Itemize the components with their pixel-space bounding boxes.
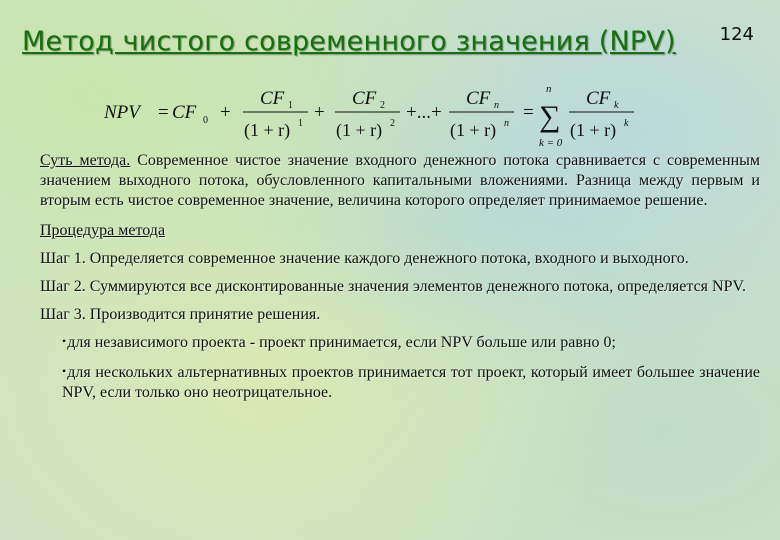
sum-lower: k = 0 [539, 137, 563, 149]
term2-num-sub: 2 [380, 100, 385, 111]
bullet-alternative [62, 361, 760, 403]
npv-formula [100, 78, 660, 158]
decision-bullets [62, 331, 760, 403]
bullet-icon: • [62, 364, 67, 378]
formula-cf0: CF [172, 102, 197, 123]
termn-num: CF [466, 88, 491, 109]
term1-num: CF [260, 88, 285, 109]
formula-plus: + [314, 102, 325, 123]
step-1: Шаг 1. Определяется современное значение каждого денежного потока, входного и выходного. [40, 250, 689, 267]
term2-den: (1 + r) [336, 120, 383, 140]
sum-num: CF [586, 88, 611, 109]
term2-num: CF [352, 88, 377, 109]
sum-sigma: ∑ [539, 100, 561, 133]
bullet-icon: • [62, 334, 67, 348]
sum-num-sub: k [614, 100, 619, 111]
sum-den: (1 + r) [570, 120, 617, 140]
page-number: 124 [719, 24, 754, 45]
sum-den-sup: k [624, 118, 629, 129]
termn-den: (1 + r) [450, 120, 497, 140]
termn-den-sup: n [504, 118, 509, 129]
step-3: Шаг 3. Производится принятие решения. [40, 306, 321, 323]
term1-den-sup: 1 [298, 118, 303, 129]
term2-den-sup: 2 [390, 118, 395, 129]
term1-den: (1 + r) [244, 120, 291, 140]
formula-plus: + [220, 102, 231, 123]
bullet-independent [62, 331, 760, 353]
formula-equals: = [523, 102, 534, 123]
formula-lhs: NPV [104, 102, 140, 123]
formula-equals: = [158, 102, 169, 123]
term1-num-sub: 1 [288, 100, 293, 111]
slide-content [40, 151, 760, 411]
essence-paragraph [40, 151, 760, 211]
slide-title: Метод чистого современного значения (NPV) [22, 26, 676, 57]
bullet-text: для нескольких альтернативных проектов принимается тот проект, который имеет большее значение NPV, если только оно неотрицательное. [62, 364, 760, 401]
termn-num-sub: n [494, 100, 499, 111]
essence-label: Суть метода. [40, 152, 131, 169]
step-2: Шаг 2. Суммируются все дисконтированные значения элементов денежного потока, определяется NPV. [40, 278, 746, 295]
sum-upper: n [546, 83, 552, 95]
essence-text: Современное чистое значение входного денежного потока сравнивается с современным значением выходного потока, обусловленного капитальными вложениями. Разница между первым и вторым есть чистое современное значение, величина которого определяет принимаемое решение. [40, 152, 761, 209]
formula-cf0-sub: 0 [203, 115, 208, 126]
bullet-text: для независимого проекта - проект принимается, если NPV больше или равно 0; [67, 334, 616, 351]
formula-ellipsis: +...+ [406, 102, 442, 123]
procedure-heading: Процедура метода [40, 222, 166, 239]
